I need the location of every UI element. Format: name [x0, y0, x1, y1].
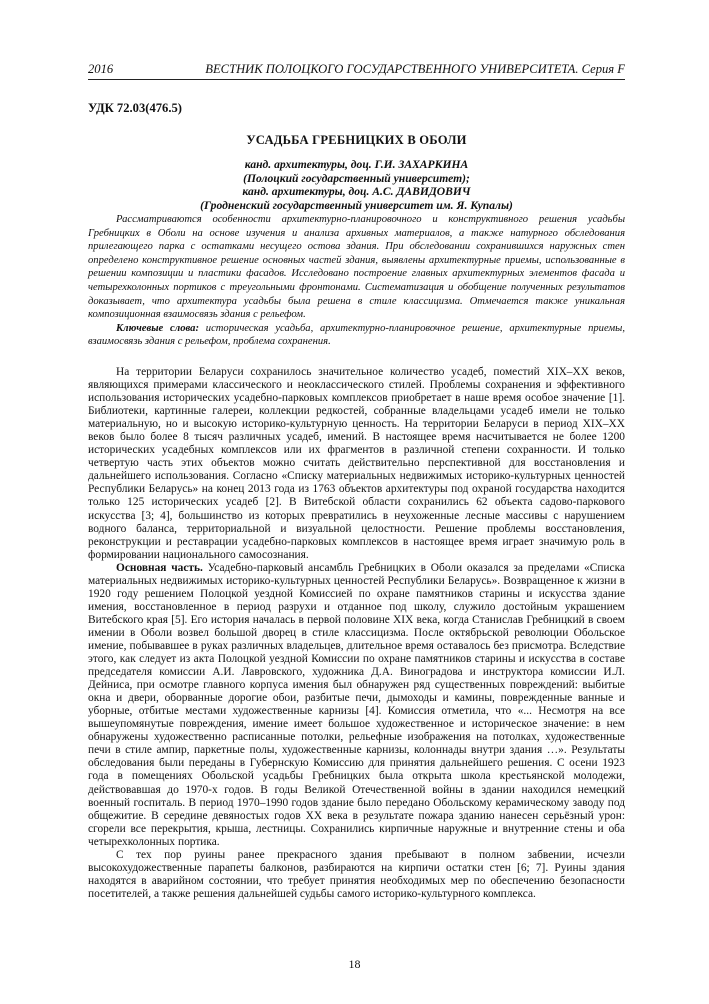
keywords-text: историческая усадьба, архитектурно-планировочное решение, архитектурные приемы, взаимосвязь здания с рельефом, проблема сохранения.	[88, 322, 625, 348]
body-paragraph: На территории Беларуси сохранилось значительное количество усадеб, поместий XIX–XX веков, являющихся примерами классического и неоклассического стилей. Проблемы сохранения и эффективного использования исторических усадебно-парковых комплексов приобретает в наше время особое значение [1]. Библиотеки, картинные галереи, коллекции редкостей, собранные владельцами усадеб имели не только материальную, но и высокую историко-культурную ценность. На территории Беларуси в период XIX–XX веков было более 8 тысяч различных усадеб, имений. В настоящее время насчитывается не более 1200 исторических усадебных комплексов или их фрагментов в различной степени сохранности. И только четвертую часть этих объектов можно считать действительно перспективной для восстановления и дальнейшего использования. Согласно «Списку материальных недвижимых историко-культурных ценностей Республики Беларусь» на конец 2013 года из 1763 объектов архитектуры под охраной государства находится только 125 исторических усадеб [2]. В Витебской области сохранились 62 объекта садово-паркового искусства [3; 4], большинство из которых превратились в неухоженные лесные массивы с нарушением водного баланса, территориальной и визуальной целостности. Решение проблемы восстановления, реконструкции и реставрации усадебно-парковых комплексов в настоящее время играет значимую роль в формировании национального самосознания.	[88, 366, 625, 561]
keywords-label: Ключевые слова:	[116, 322, 199, 334]
affiliation-line: (Гродненский государственный университет им. Я. Купалы)	[200, 198, 513, 212]
body-paragraph: С тех пор руины ранее прекрасного здания пребывают в полном забвении, исчезли высокохудожественные парапеты балконов, разбираются на кирпичи остатки стен [6; 7]. Руины здания находятся в аварийном состоянии, что требует принятия необходимых мер по обеспечению безопасности посетителей, а также решения дальнейшей судьбы самого историко-культурного комплекса.	[88, 848, 625, 900]
udk-code: УДК 72.03(476.5)	[88, 101, 182, 115]
section-lead: Основная часть.	[116, 561, 203, 574]
header-year: 2016	[88, 62, 114, 76]
header-rule	[88, 79, 625, 80]
abstract-block	[88, 213, 625, 349]
author-line: канд. архитектуры, доц. А.С. ДАВИДОВИЧ	[242, 185, 471, 199]
header-journal-title: ВЕСТНИК ПОЛОЦКОГО ГОСУДАРСТВЕННОГО УНИВЕРСИТЕТА. Серия F	[205, 62, 625, 76]
author-line: канд. архитектуры, доц. Г.И. ЗАХАРКИНА	[244, 158, 469, 171]
article-title: УСАДЬБА ГРЕБНИЦКИХ В ОБОЛИ	[246, 133, 467, 147]
author-block	[88, 158, 625, 212]
article-body	[88, 366, 625, 901]
affiliation-line: (Полоцкий государственный университет);	[243, 171, 470, 185]
page-number: 18	[348, 957, 361, 971]
body-paragraph	[88, 562, 625, 849]
abstract-text: Рассматриваются особенности архитектурно-планировочного и конструктивного решения усадьбы Гребницких в Оболи на основе изучения и анализа архивных материалов, а также натурного обследования прилегающего парка с остатками несущего остова здания. При обследовании сохранившихся наружных стен определено конструктивное решение основных частей здания, выявлены архитектурные приемы, использованные в решении композиции и пластики фасадов. Исследовано построение главных архитектурных элементов фасада и четырехколонных портиков с треугольными фронтонами. Систематизация и обобщение полученных результатов доказывает, что архитектура усадьбы была решена в стиле классицизма. Отмечается также уникальная композиционная взаимосвязь здания с рельефом.	[88, 214, 625, 321]
body-paragraph-text: Усадебно-парковый ансамбль Гребницких в Оболи оказался за пределами «Списка материальных недвижимых историко-культурных ценностей Республики Беларусь». Возвращенное к жизни в 1920 году решением Полоцкой уездной Комиссией по охране памятников старины и искусства здание имения, восстановленное в период разрухи и отданное под школу, служило достойным украшением Витебского края [5]. Его история началась в первой половине XIX века, когда Станислав Гребницкий в своем имении в Оболи возвел большой дворец в стиле классицизма. После октябрьской революции Обольское имение, побывавшее в руках различных владельцев, длительное время оставалось без присмотра. Вследствие этого, как следует из акта Полоцкой уездной Комиссии по охране памятников старины и искусства в составе председателя комиссии А.И. Лавровского, художника Д.А. Виноградова и инструктора комиссии И.Л. Дейниса, при осмотре главного корпуса имения был обнаружен ряд существенных повреждений: выбитые окна и двери, оборванные дорогие обои, разбитые печи, дымоходы и камины, поврежденные ванные и уборные, отбитые местами художественные карнизы [4]. Комиссия отметила, что «... Несмотря на все вышеупомянутые повреждения, имение имеет большое художественное и историческое значение: в нем обнаружены художественно расписанные потолки, рельефные изображения на потолках, художественные печи в стиле ампир, паркетные полы, художественные карнизы, колоннады внутри здания …». Результаты обследования были переданы в Губернскую Комиссию для принятия дальнейшего решения. С осени 1923 года в помещениях Обольской усадьбы Гребницких была открыта школа крестьянской молодежи, действовавшая до 1970-х годов. В годы Великой Отечественной войны в здании находился немецкий военный госпиталь. В период 1970–1990 годов здание было передано Обольскому керамическому заводу под общежитие. В середине девяностых годов XX века в результате пожара зданию нанесен серьёзный урон: сгорели все перекрытия, крыша, лестницы. Сохранились кирпичные наружные и внутренние стены и оба четырехколонных портика.	[88, 561, 625, 848]
keywords	[88, 322, 625, 349]
